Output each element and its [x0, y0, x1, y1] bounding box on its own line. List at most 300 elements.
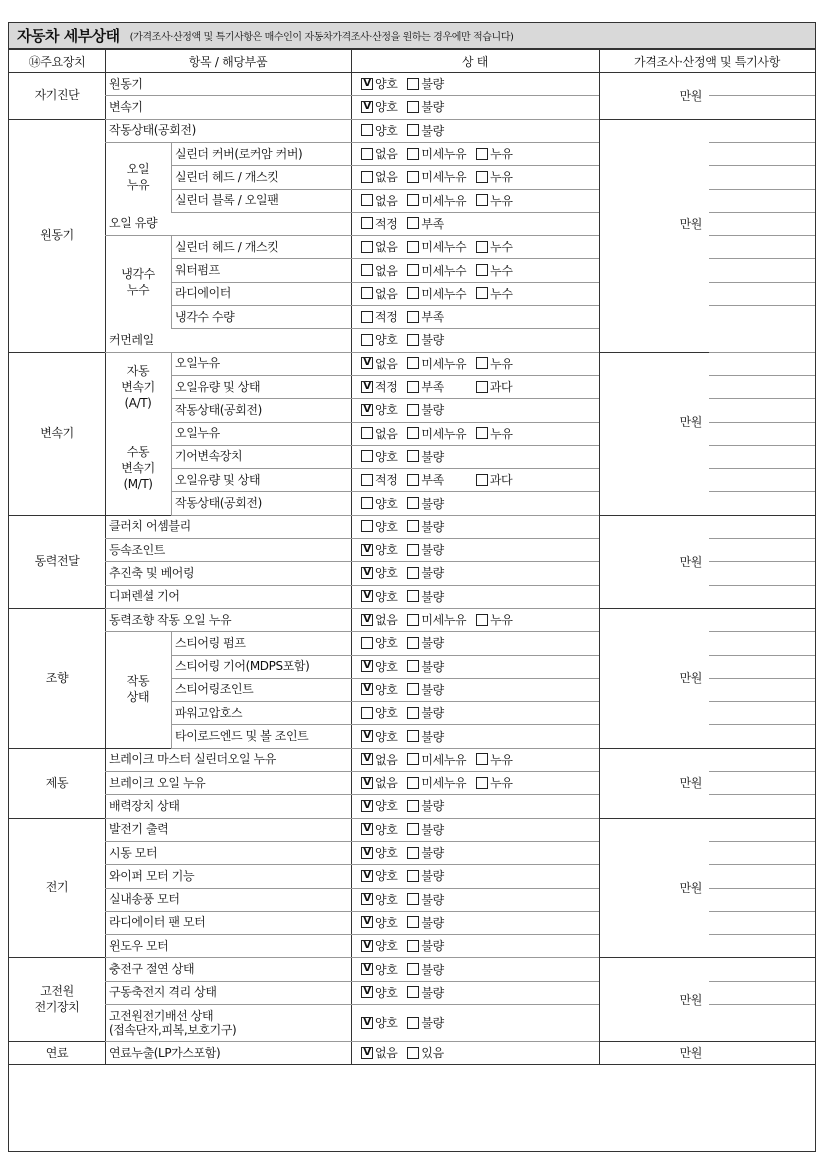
checked-box-icon[interactable]: V [361, 1047, 373, 1059]
checked-box-icon[interactable]: V [361, 614, 373, 626]
status-option[interactable] [407, 681, 443, 698]
status-option[interactable] [361, 401, 397, 418]
checkbox-icon[interactable] [361, 520, 373, 532]
status-option[interactable] [407, 285, 466, 302]
remark-line [709, 561, 815, 562]
remark-line [709, 934, 815, 935]
item-label: 충전구 절연 상태 [109, 962, 195, 977]
checkbox-icon[interactable] [361, 124, 373, 136]
option-label: 부족 [421, 216, 444, 231]
status-option[interactable] [407, 728, 443, 745]
option-label: 불량 [421, 519, 444, 534]
checkbox-icon[interactable] [407, 637, 419, 649]
option-label: 불량 [421, 682, 444, 697]
remark-line [709, 678, 815, 679]
checkbox-icon[interactable] [407, 101, 419, 113]
item-label: 파워고압호스 [175, 705, 243, 720]
subgroup-label: 냉각수 누수 [121, 266, 155, 297]
status-options [351, 235, 599, 258]
checked-box-icon[interactable]: V [361, 357, 373, 369]
option-label: 불량 [421, 729, 444, 744]
option-label: 불량 [421, 636, 444, 651]
status-option[interactable] [361, 122, 397, 139]
checkbox-icon[interactable] [407, 334, 419, 346]
price-unit: 만원 [679, 1046, 702, 1061]
option-label: 불량 [421, 589, 444, 604]
checkbox-icon[interactable] [407, 986, 419, 998]
checkbox-icon[interactable] [361, 194, 373, 206]
item-label: 고전원전기배선 상태 (접속단자,피복,보호기구) [109, 1008, 237, 1037]
option-label: 양호 [375, 822, 398, 837]
checkbox-icon[interactable] [361, 497, 373, 509]
status-options [351, 258, 599, 281]
option-label: 누유 [490, 426, 513, 441]
status-option[interactable] [361, 728, 397, 745]
remark-line [709, 189, 815, 190]
checkbox-icon[interactable] [407, 217, 419, 229]
status-option[interactable] [407, 98, 443, 115]
option-label: 불량 [421, 939, 444, 954]
status-option[interactable] [361, 541, 397, 558]
item-label: 구동축전지 격리 상태 [109, 985, 217, 1000]
checkbox-icon[interactable] [407, 940, 419, 952]
status-option[interactable] [407, 331, 443, 348]
status-option[interactable] [476, 168, 512, 185]
item-label: 실린더 커버(로커암 커버) [175, 146, 303, 161]
checked-box-icon[interactable]: V [361, 870, 373, 882]
checkbox-icon[interactable] [407, 78, 419, 90]
status-option[interactable] [407, 984, 443, 1001]
option-label: 양호 [375, 496, 398, 511]
option-label: 양호 [375, 729, 398, 744]
status-option[interactable] [407, 168, 466, 185]
item-label: 오일유량 및 상태 [175, 379, 261, 394]
item-label: 냉각수 수량 [175, 309, 235, 324]
item-label: 워터펌프 [175, 263, 220, 278]
status-option[interactable] [407, 425, 466, 442]
checkbox-icon[interactable] [407, 194, 419, 206]
status-options [351, 934, 599, 957]
status-option[interactable] [407, 751, 466, 768]
option-label: 없음 [375, 147, 398, 162]
remark-line [709, 841, 815, 842]
status-option[interactable] [361, 937, 397, 954]
checked-box-icon[interactable]: V [361, 590, 373, 602]
item-label: 작동상태(공회전) [175, 496, 262, 511]
checked-box-icon[interactable]: V [361, 101, 373, 113]
checkbox-icon[interactable] [407, 427, 419, 439]
option-label: 불량 [421, 566, 444, 581]
status-option[interactable] [407, 1014, 443, 1031]
checked-box-icon[interactable]: V [361, 404, 373, 416]
status-option[interactable] [361, 751, 397, 768]
status-option[interactable] [407, 844, 443, 861]
status-option[interactable] [407, 867, 443, 884]
status-option[interactable] [476, 192, 512, 209]
option-label: 없음 [375, 426, 398, 441]
checkbox-icon[interactable] [407, 357, 419, 369]
category-label: 변속기 [40, 426, 74, 441]
status-option[interactable] [407, 774, 466, 791]
checkbox-icon[interactable] [476, 241, 488, 253]
status-option[interactable] [407, 611, 466, 628]
option-label: 없음 [375, 263, 398, 278]
checkbox-icon[interactable] [407, 404, 419, 416]
checkbox-icon[interactable] [361, 287, 373, 299]
status-option[interactable] [361, 658, 397, 675]
checkbox-icon[interactable] [407, 893, 419, 905]
status-option[interactable] [361, 495, 397, 512]
status-options [351, 515, 599, 538]
status-option[interactable] [407, 658, 443, 675]
status-option[interactable] [407, 401, 443, 418]
checkbox-icon[interactable] [407, 660, 419, 672]
option-label: 양호 [375, 682, 398, 697]
checkbox-icon[interactable] [407, 171, 419, 183]
checked-box-icon[interactable]: V [361, 381, 373, 393]
status-option[interactable] [407, 262, 466, 279]
option-label: 미세누수 [421, 286, 467, 301]
status-option[interactable] [407, 914, 443, 931]
status-options [351, 911, 599, 934]
status-option[interactable] [361, 634, 397, 651]
status-option[interactable] [476, 425, 512, 442]
checkbox-icon[interactable] [476, 427, 488, 439]
section-note: (가격조사·산정액 및 특기사항은 매수인이 자동차가격조사·산정을 원하는 경우에만 적습니다) [129, 32, 514, 43]
status-option[interactable] [361, 378, 397, 395]
status-option[interactable] [361, 821, 397, 838]
status-option[interactable] [476, 774, 512, 791]
checkbox-icon[interactable] [407, 847, 419, 859]
item-label: 시동 모터 [109, 845, 158, 860]
status-options [351, 1041, 599, 1064]
status-option[interactable] [361, 285, 397, 302]
status-option[interactable] [407, 704, 443, 721]
option-label: 양호 [375, 939, 398, 954]
status-option[interactable] [407, 378, 443, 395]
item-label: 오일누유 [175, 426, 220, 441]
status-option[interactable] [361, 914, 397, 931]
status-option[interactable] [361, 867, 397, 884]
status-option[interactable] [476, 378, 512, 395]
option-label: 불량 [421, 659, 444, 674]
checkbox-icon[interactable] [407, 497, 419, 509]
checkbox-icon[interactable] [476, 171, 488, 183]
option-label: 불량 [421, 869, 444, 884]
checked-box-icon[interactable]: V [361, 916, 373, 928]
checkbox-icon[interactable] [361, 334, 373, 346]
status-option[interactable] [361, 448, 397, 465]
status-option[interactable] [407, 145, 466, 162]
item-label: 오일누유 [175, 356, 220, 371]
checkbox-icon[interactable] [407, 287, 419, 299]
status-option[interactable] [476, 238, 512, 255]
remark-line [709, 701, 815, 702]
option-label: 누유 [490, 356, 513, 371]
status-option[interactable] [361, 471, 397, 488]
status-option[interactable] [407, 471, 443, 488]
checkbox-icon[interactable] [361, 474, 373, 486]
status-option[interactable] [407, 588, 443, 605]
status-option[interactable] [361, 262, 397, 279]
status-option[interactable] [361, 611, 397, 628]
option-label: 누유 [490, 752, 513, 767]
status-option[interactable] [407, 937, 443, 954]
status-option[interactable] [407, 1044, 443, 1061]
status-options [351, 864, 599, 887]
checkbox-icon[interactable] [361, 264, 373, 276]
item-label: 디퍼렌셜 기어 [109, 589, 180, 604]
subgroup-label: 수동 변속기 (M/T) [121, 445, 155, 492]
checkbox-icon[interactable] [361, 707, 373, 719]
option-label: 미세누유 [421, 426, 467, 441]
checkbox-icon[interactable] [361, 450, 373, 462]
status-option[interactable] [361, 797, 397, 814]
checked-box-icon[interactable]: V [361, 777, 373, 789]
status-option[interactable] [361, 681, 397, 698]
checked-box-icon[interactable]: V [361, 1017, 373, 1029]
checked-box-icon[interactable]: V [361, 940, 373, 952]
item-label: 원동기 [109, 76, 143, 91]
status-option[interactable] [476, 355, 512, 372]
checked-box-icon[interactable]: V [361, 730, 373, 742]
checkbox-icon[interactable] [407, 916, 419, 928]
option-label: 없음 [375, 193, 398, 208]
option-label: 없음 [375, 776, 398, 791]
status-option[interactable] [361, 331, 397, 348]
status-option[interactable] [407, 518, 443, 535]
option-label: 미세누유 [421, 356, 467, 371]
checkbox-icon[interactable] [476, 287, 488, 299]
status-option[interactable] [476, 751, 512, 768]
checked-box-icon[interactable]: V [361, 660, 373, 672]
status-option[interactable] [361, 238, 397, 255]
status-option[interactable] [407, 821, 443, 838]
checked-box-icon[interactable]: V [361, 800, 373, 812]
checked-box-icon[interactable]: V [361, 544, 373, 556]
checkbox-icon[interactable] [407, 567, 419, 579]
item-label: 실내송풍 모터 [109, 892, 180, 907]
option-label: 불량 [421, 77, 444, 92]
checkbox-icon[interactable] [407, 753, 419, 765]
status-options [351, 538, 599, 561]
status-option[interactable] [407, 564, 443, 581]
option-label: 적정 [375, 380, 398, 395]
checkbox-icon[interactable] [476, 777, 488, 789]
checkbox-icon[interactable] [361, 217, 373, 229]
option-label: 불량 [421, 449, 444, 464]
checkbox-icon[interactable] [407, 614, 419, 626]
status-option[interactable] [476, 145, 512, 162]
status-option[interactable] [361, 518, 397, 535]
status-option[interactable] [407, 961, 443, 978]
status-options [351, 422, 599, 445]
option-label: 불량 [421, 496, 444, 511]
remark-line [709, 258, 815, 259]
option-label: 과다 [489, 380, 513, 395]
option-label: 부족 [421, 310, 444, 325]
inspection-sheet [8, 22, 816, 1152]
checkbox-icon[interactable] [476, 194, 488, 206]
option-label: 양호 [375, 519, 398, 534]
checked-box-icon[interactable]: V [361, 847, 373, 859]
option-label: 불량 [421, 706, 444, 721]
checkbox-icon[interactable] [476, 474, 488, 486]
checkbox-icon[interactable] [407, 148, 419, 160]
checkbox-icon[interactable] [476, 148, 488, 160]
checkbox-icon[interactable] [476, 264, 488, 276]
option-label: 양호 [375, 543, 398, 558]
item-label: 기어변속장치 [175, 449, 243, 464]
checkbox-icon[interactable] [407, 707, 419, 719]
checkbox-icon[interactable] [361, 637, 373, 649]
status-option[interactable] [407, 541, 443, 558]
option-label: 적정 [375, 310, 398, 325]
item-label: 커먼레일 [109, 332, 154, 347]
status-option[interactable] [361, 215, 397, 232]
checkbox-icon[interactable] [407, 823, 419, 835]
option-label: 누유 [490, 613, 513, 628]
checkbox-icon[interactable] [361, 148, 373, 160]
checkbox-icon[interactable] [407, 264, 419, 276]
option-label: 없음 [375, 1046, 398, 1061]
status-option[interactable] [407, 192, 466, 209]
item-label: 발전기 출력 [109, 822, 169, 837]
checkbox-icon[interactable] [407, 241, 419, 253]
status-option[interactable] [476, 285, 512, 302]
checked-box-icon[interactable]: V [361, 78, 373, 90]
category-label: 원동기 [40, 228, 74, 243]
checkbox-icon[interactable] [407, 683, 419, 695]
checkbox-icon[interactable] [407, 730, 419, 742]
item-label: 변속기 [109, 99, 143, 114]
status-option[interactable] [407, 634, 443, 651]
status-options [351, 771, 599, 794]
checked-box-icon[interactable]: V [361, 683, 373, 695]
checkbox-icon[interactable] [407, 777, 419, 789]
status-option[interactable] [361, 704, 397, 721]
status-option[interactable] [361, 98, 397, 115]
remark-line [709, 794, 815, 795]
checkbox-icon[interactable] [407, 474, 419, 486]
option-label: 누유 [490, 170, 513, 185]
checked-box-icon[interactable]: V [361, 823, 373, 835]
status-option[interactable] [361, 588, 397, 605]
checked-box-icon[interactable]: V [361, 893, 373, 905]
status-option[interactable] [476, 471, 512, 488]
status-options [351, 724, 599, 747]
checkbox-icon[interactable] [407, 311, 419, 323]
checkbox-icon[interactable] [407, 544, 419, 556]
checkbox-icon[interactable] [476, 753, 488, 765]
status-option[interactable] [361, 1044, 397, 1061]
status-option[interactable] [407, 122, 443, 139]
remark-line [709, 422, 815, 423]
remark-line [709, 771, 815, 772]
section-header [9, 23, 815, 49]
checked-box-icon[interactable]: V [361, 986, 373, 998]
status-option[interactable] [361, 891, 397, 908]
status-option[interactable] [361, 355, 397, 372]
option-label: 불량 [421, 915, 444, 930]
status-option[interactable] [361, 308, 397, 325]
status-option[interactable] [407, 215, 443, 232]
status-option[interactable] [361, 774, 397, 791]
checkbox-icon[interactable] [407, 1017, 419, 1029]
status-option[interactable] [407, 495, 443, 512]
status-option[interactable] [361, 145, 397, 162]
checkbox-icon[interactable] [407, 381, 419, 393]
option-label: 불량 [421, 543, 444, 558]
status-option[interactable] [476, 262, 512, 279]
checkbox-icon[interactable] [361, 171, 373, 183]
status-option[interactable] [361, 1014, 397, 1031]
price-unit: 만원 [679, 216, 702, 231]
status-option[interactable] [407, 308, 443, 325]
option-label: 불량 [421, 962, 444, 977]
checkbox-icon[interactable] [407, 450, 419, 462]
status-option[interactable] [361, 168, 397, 185]
option-label: 양호 [375, 77, 398, 92]
checked-box-icon[interactable]: V [361, 753, 373, 765]
status-option[interactable] [476, 611, 512, 628]
checkbox-icon[interactable] [361, 241, 373, 253]
checked-box-icon[interactable]: V [361, 963, 373, 975]
subgroup-label: 오일 누유 [126, 161, 150, 192]
status-option[interactable] [407, 891, 443, 908]
option-label: 불량 [421, 846, 444, 861]
checkbox-icon[interactable] [407, 1047, 419, 1059]
status-option[interactable] [407, 448, 443, 465]
status-option[interactable] [361, 844, 397, 861]
option-label: 미세누유 [421, 752, 467, 767]
remark-line [709, 375, 815, 376]
status-option[interactable] [407, 75, 443, 92]
remark-line [709, 95, 815, 96]
remark-line [709, 724, 815, 725]
category-label: 전기 [45, 880, 69, 895]
checkbox-icon[interactable] [476, 614, 488, 626]
status-option[interactable] [407, 355, 466, 372]
item-label: 추진축 및 베어링 [109, 565, 195, 580]
status-options [351, 1004, 599, 1041]
checkbox-icon[interactable] [361, 311, 373, 323]
checkbox-icon[interactable] [361, 427, 373, 439]
status-option[interactable] [361, 564, 397, 581]
status-option[interactable] [361, 192, 397, 209]
checkbox-icon[interactable] [407, 124, 419, 136]
checkbox-icon[interactable] [476, 357, 488, 369]
status-option[interactable] [361, 984, 397, 1001]
option-label: 양호 [375, 1016, 398, 1030]
status-option[interactable] [361, 961, 397, 978]
status-option[interactable] [407, 797, 443, 814]
status-option[interactable] [361, 425, 397, 442]
checkbox-icon[interactable] [407, 963, 419, 975]
remark-line [709, 864, 815, 865]
checkbox-icon[interactable] [407, 590, 419, 602]
remark-line [709, 235, 815, 236]
status-option[interactable] [407, 238, 466, 255]
checkbox-icon[interactable] [476, 381, 488, 393]
checked-box-icon[interactable]: V [361, 567, 373, 579]
checkbox-icon[interactable] [407, 520, 419, 532]
status-option[interactable] [361, 75, 397, 92]
checkbox-icon[interactable] [407, 870, 419, 882]
category-label: 조향 [45, 670, 69, 685]
checkbox-icon[interactable] [407, 800, 419, 812]
remark-line [709, 585, 815, 586]
